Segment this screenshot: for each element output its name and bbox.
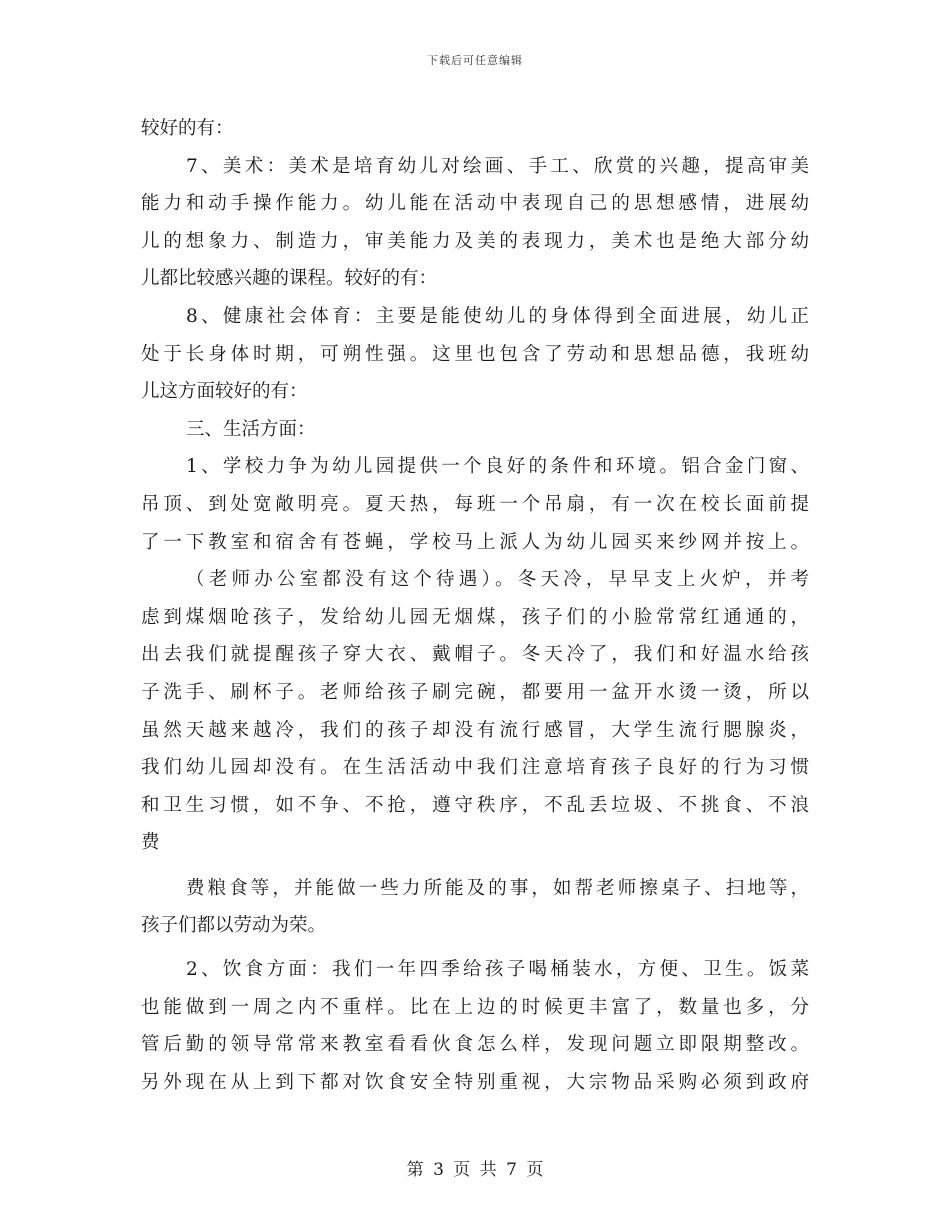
text-line: 孩子们都以劳动为荣。 <box>141 915 327 937</box>
text-line: 虑到煤烟呛孩子，发给幼儿园无烟煤，孩子们的小脸常常红通通的， <box>141 606 809 628</box>
text-line: 8、健康社会体育：主要是能使幼儿的身体得到全面进展，幼儿正 <box>186 305 809 327</box>
text-line: 和卫生习惯，如不争、不抢，遵守秩序，不乱丢垃圾、不挑食、不浪 <box>141 794 809 816</box>
text-line: 子洗手、刷杯子。老师给孩子刷完碗，都要用一盆开水烫一烫，所以 <box>141 681 809 703</box>
text-line: 儿都比较感兴趣的课程。较好的有： <box>141 268 438 290</box>
text-line: 也能做到一周之内不重样。比在上边的时候更丰富了，数量也多，分 <box>141 996 809 1018</box>
text-line: 虽然天越来越冷，我们的孩子却没有流行感冒，大学生流行腮腺炎， <box>141 719 809 741</box>
text-line: 儿的想象力、制造力，审美能力及美的表现力，美术也是绝大部分幼 <box>141 230 809 252</box>
document-body <box>141 110 809 1101</box>
text-line: 费 <box>141 832 160 854</box>
page-number: 第 3 页 共 7 页 <box>406 1160 544 1180</box>
text-line: 出去我们就提醒孩子穿大衣、戴帽子。冬天冷了，我们和好温水给孩 <box>141 644 809 666</box>
text-line: 管后勤的领导常常来教室看看伙食怎么样，发现问题立即限期整改。 <box>141 1034 809 1056</box>
text-line: （老师办公室都没有这个待遇）。冬天冷，早早支上火炉，并考 <box>186 569 809 591</box>
text-line: 儿这方面较好的有： <box>141 381 308 403</box>
text-line: 吊顶、到处宽敞明亮。夏天热，每班一个吊扇，有一次在校长面前提 <box>141 493 809 515</box>
text-line: 1、学校力争为幼儿园提供一个良好的条件和环境。铝合金门窗、 <box>186 456 809 478</box>
text-line: 我们幼儿园却没有。在生活活动中我们注意培育孩子良好的行为习惯 <box>141 757 809 779</box>
text-line: 费粮食等，并能做一些力所能及的事，如帮老师擦桌子、扫地等， <box>186 877 809 899</box>
text-line: 较好的有： <box>141 118 234 139</box>
text-line: 处于长身体时期，可朔性强。这里也包含了劳动和思想品德，我班幼 <box>141 343 809 365</box>
page-header-note: 下载后可任意编辑 <box>427 54 523 67</box>
text-line: 2、饮食方面：我们一年四季给孩子喝桶装水，方便、卫生。饭菜 <box>186 959 809 981</box>
text-line: 能力和动手操作能力。幼儿能在活动中表现自己的思想感情，进展幼 <box>141 193 809 215</box>
section-heading: 三、生活方面： <box>186 418 316 440</box>
text-line: 7、美术：美术是培育幼儿对绘画、手工、欣赏的兴趣，提高审美 <box>186 155 809 177</box>
text-line: 了一下教室和宿舍有苍蝇，学校马上派人为幼儿园买来纱网并按上。 <box>141 531 809 553</box>
text-line: 另外现在从上到下都对饮食安全特别重视，大宗物品采购必须到政府 <box>141 1071 809 1093</box>
